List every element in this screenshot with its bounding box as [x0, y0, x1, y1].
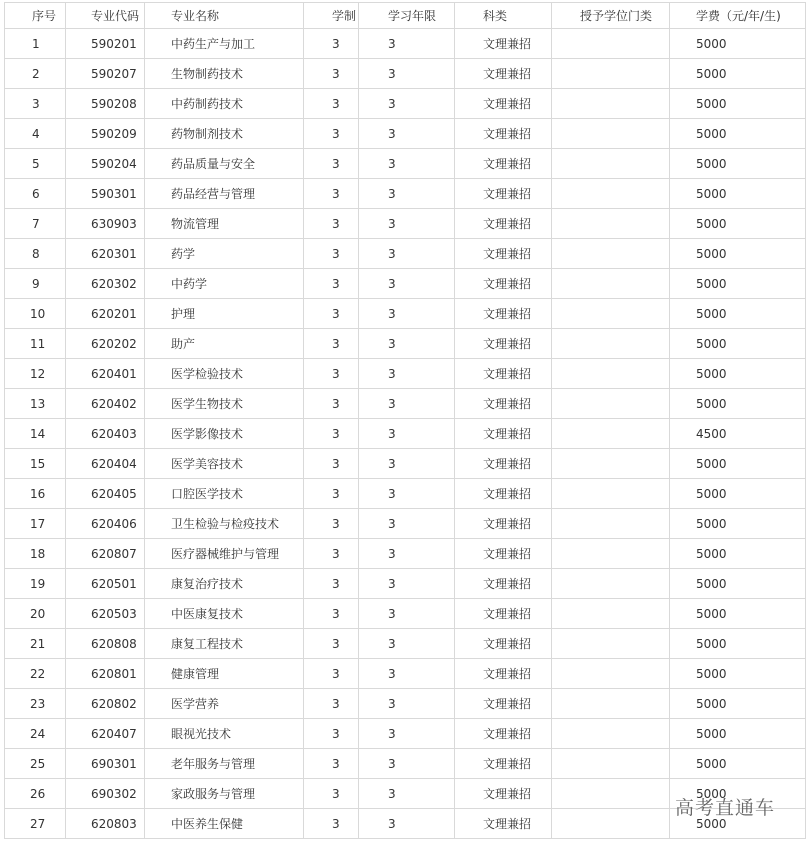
header-fee: 学费（元/年/生) [670, 3, 806, 29]
cell-category: 文理兼招 [455, 419, 552, 449]
cell-fee: 5000 [670, 479, 806, 509]
cell-fee: 5000 [670, 449, 806, 479]
table-row [5, 209, 806, 239]
cell-years: 3 [359, 179, 455, 209]
cell-degree [552, 389, 670, 419]
cell-degree [552, 89, 670, 119]
cell-index: 19 [5, 569, 66, 599]
cell-category: 文理兼招 [455, 569, 552, 599]
cell-degree [552, 809, 670, 839]
cell-degree [552, 419, 670, 449]
cell-index: 9 [5, 269, 66, 299]
cell-category: 文理兼招 [455, 539, 552, 569]
cell-system: 3 [304, 419, 359, 449]
cell-degree [552, 209, 670, 239]
cell-years: 3 [359, 209, 455, 239]
cell-system: 3 [304, 329, 359, 359]
cell-code: 620401 [66, 359, 145, 389]
cell-index: 5 [5, 149, 66, 179]
cell-name: 医学影像技术 [145, 419, 304, 449]
cell-years: 3 [359, 389, 455, 419]
cell-category: 文理兼招 [455, 329, 552, 359]
cell-fee: 5000 [670, 329, 806, 359]
table-row [5, 419, 806, 449]
cell-fee: 5000 [670, 689, 806, 719]
cell-years: 3 [359, 419, 455, 449]
cell-years: 3 [359, 689, 455, 719]
header-degree: 授予学位门类 [552, 3, 670, 29]
cell-code: 590201 [66, 29, 145, 59]
cell-fee: 5000 [670, 629, 806, 659]
cell-system: 3 [304, 599, 359, 629]
cell-years: 3 [359, 269, 455, 299]
cell-index: 18 [5, 539, 66, 569]
cell-years: 3 [359, 119, 455, 149]
cell-years: 3 [359, 449, 455, 479]
cell-years: 3 [359, 89, 455, 119]
cell-fee: 5000 [670, 569, 806, 599]
cell-category: 文理兼招 [455, 299, 552, 329]
cell-name: 生物制药技术 [145, 59, 304, 89]
cell-degree [552, 749, 670, 779]
cell-index: 6 [5, 179, 66, 209]
cell-index: 3 [5, 89, 66, 119]
cell-code: 590301 [66, 179, 145, 209]
cell-index: 7 [5, 209, 66, 239]
cell-years: 3 [359, 509, 455, 539]
table-row [5, 599, 806, 629]
cell-system: 3 [304, 449, 359, 479]
cell-years: 3 [359, 239, 455, 269]
cell-code: 620501 [66, 569, 145, 599]
cell-index: 26 [5, 779, 66, 809]
cell-category: 文理兼招 [455, 179, 552, 209]
table-row [5, 659, 806, 689]
cell-code: 620201 [66, 299, 145, 329]
cell-system: 3 [304, 479, 359, 509]
cell-category: 文理兼招 [455, 29, 552, 59]
cell-fee: 5000 [670, 389, 806, 419]
cell-fee: 5000 [670, 299, 806, 329]
cell-code: 620302 [66, 269, 145, 299]
table-row [5, 449, 806, 479]
cell-name: 物流管理 [145, 209, 304, 239]
cell-name: 卫生检验与检疫技术 [145, 509, 304, 539]
cell-code: 620503 [66, 599, 145, 629]
table-row [5, 539, 806, 569]
cell-system: 3 [304, 89, 359, 119]
cell-name: 医学生物技术 [145, 389, 304, 419]
cell-system: 3 [304, 749, 359, 779]
cell-code: 630903 [66, 209, 145, 239]
table-row [5, 389, 806, 419]
cell-years: 3 [359, 329, 455, 359]
cell-name: 口腔医学技术 [145, 479, 304, 509]
cell-code: 620404 [66, 449, 145, 479]
cell-fee: 5000 [670, 359, 806, 389]
cell-index: 14 [5, 419, 66, 449]
cell-years: 3 [359, 599, 455, 629]
cell-code: 620402 [66, 389, 145, 419]
cell-years: 3 [359, 359, 455, 389]
table-row [5, 359, 806, 389]
cell-degree [552, 329, 670, 359]
cell-index: 25 [5, 749, 66, 779]
cell-name: 中药生产与加工 [145, 29, 304, 59]
table-row [5, 149, 806, 179]
cell-years: 3 [359, 479, 455, 509]
cell-index: 16 [5, 479, 66, 509]
cell-system: 3 [304, 689, 359, 719]
cell-index: 23 [5, 689, 66, 719]
cell-system: 3 [304, 29, 359, 59]
cell-code: 620808 [66, 629, 145, 659]
table-row [5, 329, 806, 359]
table-row [5, 719, 806, 749]
cell-name: 中医养生保健 [145, 809, 304, 839]
cell-degree [552, 569, 670, 599]
cell-degree [552, 629, 670, 659]
cell-category: 文理兼招 [455, 389, 552, 419]
cell-degree [552, 659, 670, 689]
cell-years: 3 [359, 29, 455, 59]
cell-degree [552, 539, 670, 569]
cell-degree [552, 479, 670, 509]
cell-name: 康复工程技术 [145, 629, 304, 659]
cell-category: 文理兼招 [455, 479, 552, 509]
cell-system: 3 [304, 149, 359, 179]
cell-index: 20 [5, 599, 66, 629]
cell-system: 3 [304, 299, 359, 329]
cell-system: 3 [304, 779, 359, 809]
cell-years: 3 [359, 149, 455, 179]
cell-code: 690301 [66, 749, 145, 779]
cell-degree [552, 689, 670, 719]
cell-name: 康复治疗技术 [145, 569, 304, 599]
cell-code: 620406 [66, 509, 145, 539]
cell-category: 文理兼招 [455, 749, 552, 779]
cell-index: 1 [5, 29, 66, 59]
header-code: 专业代码 [66, 3, 145, 29]
cell-index: 22 [5, 659, 66, 689]
cell-name: 健康管理 [145, 659, 304, 689]
cell-category: 文理兼招 [455, 269, 552, 299]
cell-name: 医学营养 [145, 689, 304, 719]
cell-index: 8 [5, 239, 66, 269]
cell-degree [552, 449, 670, 479]
cell-index: 24 [5, 719, 66, 749]
cell-years: 3 [359, 629, 455, 659]
table-row [5, 59, 806, 89]
cell-name: 药学 [145, 239, 304, 269]
cell-index: 17 [5, 509, 66, 539]
cell-code: 620803 [66, 809, 145, 839]
table-row [5, 179, 806, 209]
cell-index: 11 [5, 329, 66, 359]
cell-fee: 5000 [670, 269, 806, 299]
cell-system: 3 [304, 809, 359, 839]
cell-degree [552, 509, 670, 539]
cell-category: 文理兼招 [455, 119, 552, 149]
cell-system: 3 [304, 539, 359, 569]
header-years: 学习年限 [359, 3, 455, 29]
cell-years: 3 [359, 779, 455, 809]
table-row [5, 269, 806, 299]
cell-years: 3 [359, 299, 455, 329]
cell-category: 文理兼招 [455, 599, 552, 629]
table-row [5, 119, 806, 149]
cell-fee: 5000 [670, 89, 806, 119]
cell-fee: 5000 [670, 209, 806, 239]
cell-degree [552, 119, 670, 149]
cell-degree [552, 299, 670, 329]
cell-code: 620202 [66, 329, 145, 359]
cell-code: 590207 [66, 59, 145, 89]
cell-system: 3 [304, 209, 359, 239]
cell-index: 2 [5, 59, 66, 89]
cell-category: 文理兼招 [455, 59, 552, 89]
table-row [5, 89, 806, 119]
cell-fee: 4500 [670, 419, 806, 449]
cell-category: 文理兼招 [455, 359, 552, 389]
cell-system: 3 [304, 269, 359, 299]
cell-fee: 5000 [670, 599, 806, 629]
cell-degree [552, 239, 670, 269]
cell-category: 文理兼招 [455, 809, 552, 839]
cell-name: 药品质量与安全 [145, 149, 304, 179]
header-system: 学制 [304, 3, 359, 29]
cell-system: 3 [304, 119, 359, 149]
cell-system: 3 [304, 59, 359, 89]
cell-years: 3 [359, 59, 455, 89]
cell-name: 医学检验技术 [145, 359, 304, 389]
cell-category: 文理兼招 [455, 659, 552, 689]
cell-system: 3 [304, 359, 359, 389]
cell-name: 中药学 [145, 269, 304, 299]
cell-index: 21 [5, 629, 66, 659]
table-header [5, 3, 806, 29]
table-row [5, 239, 806, 269]
cell-system: 3 [304, 389, 359, 419]
cell-system: 3 [304, 569, 359, 599]
cell-fee: 5000 [670, 509, 806, 539]
cell-degree [552, 179, 670, 209]
cell-index: 15 [5, 449, 66, 479]
cell-index: 10 [5, 299, 66, 329]
cell-code: 590204 [66, 149, 145, 179]
cell-category: 文理兼招 [455, 89, 552, 119]
cell-years: 3 [359, 809, 455, 839]
cell-degree [552, 29, 670, 59]
cell-fee: 5000 [670, 719, 806, 749]
cell-fee: 5000 [670, 119, 806, 149]
cell-category: 文理兼招 [455, 209, 552, 239]
cell-code: 590209 [66, 119, 145, 149]
cell-index: 12 [5, 359, 66, 389]
cell-fee: 5000 [670, 179, 806, 209]
cell-category: 文理兼招 [455, 449, 552, 479]
header-index: 序号 [5, 3, 66, 29]
table-row [5, 629, 806, 659]
cell-fee: 5000 [670, 29, 806, 59]
table-row [5, 689, 806, 719]
cell-system: 3 [304, 509, 359, 539]
cell-code: 620403 [66, 419, 145, 449]
cell-index: 27 [5, 809, 66, 839]
cell-fee: 5000 [670, 809, 806, 839]
cell-degree [552, 269, 670, 299]
cell-category: 文理兼招 [455, 149, 552, 179]
table-row [5, 569, 806, 599]
table-row [5, 29, 806, 59]
cell-years: 3 [359, 719, 455, 749]
header-row [5, 3, 806, 29]
cell-category: 文理兼招 [455, 689, 552, 719]
cell-years: 3 [359, 659, 455, 689]
cell-code: 620801 [66, 659, 145, 689]
cell-system: 3 [304, 239, 359, 269]
table-row [5, 299, 806, 329]
cell-category: 文理兼招 [455, 779, 552, 809]
table-body [5, 29, 806, 839]
cell-name: 老年服务与管理 [145, 749, 304, 779]
cell-fee: 5000 [670, 539, 806, 569]
cell-years: 3 [359, 539, 455, 569]
watermark-logo: 高考直通车 [675, 797, 776, 819]
cell-system: 3 [304, 179, 359, 209]
cell-code: 620301 [66, 239, 145, 269]
table-row [5, 479, 806, 509]
cell-fee: 5000 [670, 749, 806, 779]
cell-degree [552, 599, 670, 629]
cell-code: 620407 [66, 719, 145, 749]
cell-name: 护理 [145, 299, 304, 329]
cell-name: 眼视光技术 [145, 719, 304, 749]
cell-name: 中医康复技术 [145, 599, 304, 629]
cell-name: 药物制剂技术 [145, 119, 304, 149]
cell-code: 690302 [66, 779, 145, 809]
cell-code: 620807 [66, 539, 145, 569]
header-category: 科类 [455, 3, 552, 29]
cell-code: 590208 [66, 89, 145, 119]
cell-fee: 5000 [670, 779, 806, 809]
cell-code: 620802 [66, 689, 145, 719]
cell-code: 620405 [66, 479, 145, 509]
cell-name: 医疗器械维护与管理 [145, 539, 304, 569]
cell-name: 家政服务与管理 [145, 779, 304, 809]
cell-system: 3 [304, 719, 359, 749]
cell-index: 13 [5, 389, 66, 419]
cell-name: 医学美容技术 [145, 449, 304, 479]
cell-name: 助产 [145, 329, 304, 359]
table-row [5, 749, 806, 779]
cell-system: 3 [304, 659, 359, 689]
cell-years: 3 [359, 749, 455, 779]
cell-fee: 5000 [670, 659, 806, 689]
major-fee-table [4, 2, 806, 839]
cell-category: 文理兼招 [455, 509, 552, 539]
cell-fee: 5000 [670, 59, 806, 89]
cell-category: 文理兼招 [455, 719, 552, 749]
cell-degree [552, 719, 670, 749]
cell-degree [552, 359, 670, 389]
cell-category: 文理兼招 [455, 239, 552, 269]
cell-name: 药品经营与管理 [145, 179, 304, 209]
cell-years: 3 [359, 569, 455, 599]
cell-fee: 5000 [670, 149, 806, 179]
cell-degree [552, 149, 670, 179]
cell-category: 文理兼招 [455, 629, 552, 659]
header-name: 专业名称 [145, 3, 304, 29]
cell-degree [552, 779, 670, 809]
cell-fee: 5000 [670, 239, 806, 269]
cell-name: 中药制药技术 [145, 89, 304, 119]
table-row [5, 509, 806, 539]
cell-index: 4 [5, 119, 66, 149]
cell-degree [552, 59, 670, 89]
cell-system: 3 [304, 629, 359, 659]
